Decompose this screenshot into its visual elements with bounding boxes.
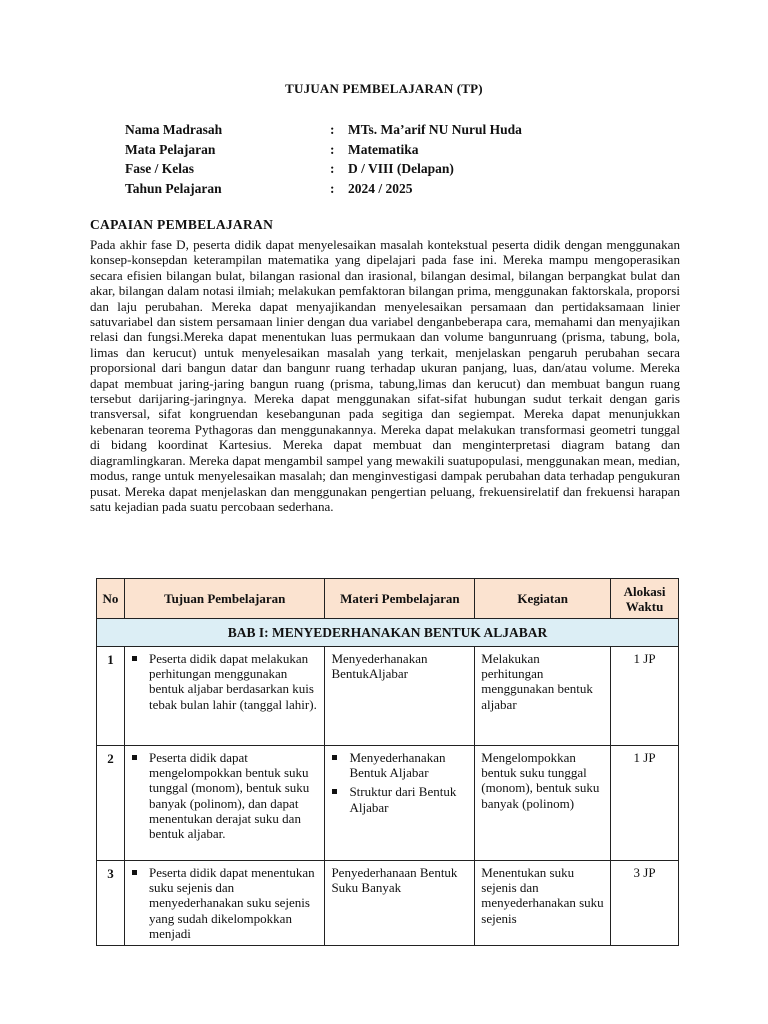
alokasi-cell: 3 JP xyxy=(611,861,679,946)
page-title: TUJUAN PEMBELAJARAN (TP) xyxy=(285,81,483,96)
materi-cell xyxy=(325,746,475,861)
identity-block xyxy=(125,120,522,198)
table-row xyxy=(97,746,679,861)
row-number: 2 xyxy=(97,746,125,861)
header-tujuan: Tujuan Pembelajaran xyxy=(124,579,324,619)
info-row-madrasah xyxy=(125,120,522,140)
alokasi-cell: 1 JP xyxy=(611,647,679,746)
info-colon: : xyxy=(330,180,335,196)
kegiatan-cell: Mengelompokkan bentuk suku tunggal (monom), bentuk suku banyak (polinom) xyxy=(475,746,611,861)
info-row-fase xyxy=(125,159,522,179)
list-item: Struktur dari Bentuk Aljabar xyxy=(329,784,468,814)
info-value: Matematika xyxy=(348,141,419,157)
chapter-row xyxy=(97,619,679,647)
info-colon: : xyxy=(330,141,335,157)
header-alokasi: Alokasi Waktu xyxy=(611,579,679,619)
info-value: MTs. Ma’arif NU Nurul Huda xyxy=(348,122,522,137)
capaian-paragraph: Pada akhir fase D, peserta didik dapat menyelesaikan masalah kontekstual peserta didik dengan menggunakan konsep-konsepdan keterampilan matematika yang dipelajari pada fase ini. Mereka mampu mengoperasikan secara efisien bilangan bulat, bilangan rasional dan irasional, bilangan desimal, bilangan berpangkat bulat dan akar, bilangan dalam notasi ilmiah; melakukan pemfaktoran bilangan prima, menggunakan faktorskala, proporsi dan laju perubahan. Mereka dapat menyajikandan menyelesaikan persamaan dan pertidaksamaan linier satuvariabel dan sistem persamaan linier dengan dua variabel denganbeberapa cara, memahami dan menyajikan relasi dan fungsi.Mereka dapat menentukan luas permukaan dan volume bangunruang (prisma, tabung, bola, limas dan kerucut) untuk menyelesaikan masalah yang terkait, menjelaskan pengaruh perubahan secara proporsional dari bangun datar dan bangunr ruang terhadap ukuran panjang, luas, dan/atau volume. Mereka dapat membuat jaring-jaring bangun ruang (prisma, tabung,limas dan kerucut) dan membuat bangun ruang tersebut darijaring-jaringnya. Mereka dapat menggunakan sifat-sifat hubungan sudut terkait dengan garis transversal, sifat kongruendan kesebangunan pada segitiga dan segiempat. Mereka dapat menunjukkan kebenaran teorema Pythagoras dan menggunakannya. Mereka dapat melakukan transformasi geometri tunggal di bidang koordinat Kartesius. Mereka dapat membuat dan menginterpretasi diagram batang dan diagramlingkaran. Mereka dapat mengambil sampel yang mewakili suatupopulasi, menggunakan mean, median, modus, range untuk menyelesaikan masalah; dan menginvestigasi dampak perubahan data terhadap pengukuran pusat. Mereka dapat menjelaskan dan menggunakan pengertian peluang, frekuensirelatif dan frekuensi harapan satu kejadian pada suatu percobaan sederhana. xyxy=(90,237,680,514)
kegiatan-cell: Melakukan perhitungan menggunakan bentuk aljabar xyxy=(475,647,611,746)
list-item: Menyederhanakan Bentuk Aljabar xyxy=(329,750,468,780)
info-row-tahun xyxy=(125,179,522,199)
chapter-title: BAB I: MENYEDERHANAKAN BENTUK ALJABAR xyxy=(97,619,679,647)
table-row xyxy=(97,647,679,746)
header-kegiatan: Kegiatan xyxy=(475,579,611,619)
header-no: No xyxy=(97,579,125,619)
table-row xyxy=(97,861,679,946)
row-number: 3 xyxy=(97,861,125,946)
list-item: Peserta didik dapat menentukan suku sejenis dan menyederhanakan suku sejenis yang sudah dikelompokkan menjadi xyxy=(129,865,318,941)
tujuan-cell xyxy=(124,861,324,946)
info-value: 2024 / 2025 xyxy=(348,180,413,196)
list-item: Peserta didik dapat mengelompokkan bentuk suku tunggal (monom), bentuk suku banyak (polinom), dan dapat menentukan derajat suku dan bentuk aljabar. xyxy=(129,750,318,841)
materi-cell: Menyederhanakan BentukAljabar xyxy=(325,647,475,746)
header-materi: Materi Pembelajaran xyxy=(325,579,475,619)
info-label: Mata Pelajaran xyxy=(125,141,216,157)
info-row-mapel xyxy=(125,140,522,160)
info-colon: : xyxy=(330,122,335,137)
tujuan-cell xyxy=(124,746,324,861)
info-label: Nama Madrasah xyxy=(125,122,223,137)
table-header-row xyxy=(97,579,679,619)
row-number: 1 xyxy=(97,647,125,746)
alokasi-cell: 1 JP xyxy=(611,746,679,861)
tp-table xyxy=(96,578,679,946)
info-label: Fase / Kelas xyxy=(125,161,194,176)
list-item: Peserta didik dapat melakukan perhitungan menggunakan bentuk aljabar berdasarkan kuis tebak bulan lahir (tanggal lahir). xyxy=(129,651,318,712)
tujuan-cell xyxy=(124,647,324,746)
materi-cell: Penyederhanaan Bentuk Suku Banyak xyxy=(325,861,475,946)
info-colon: : xyxy=(330,161,335,176)
info-label: Tahun Pelajaran xyxy=(125,180,222,196)
info-value: D / VIII (Delapan) xyxy=(348,161,454,176)
kegiatan-cell: Menentukan suku sejenis dan menyederhanakan suku sejenis xyxy=(475,861,611,946)
capaian-heading: CAPAIAN PEMBELAJARAN xyxy=(90,217,274,232)
